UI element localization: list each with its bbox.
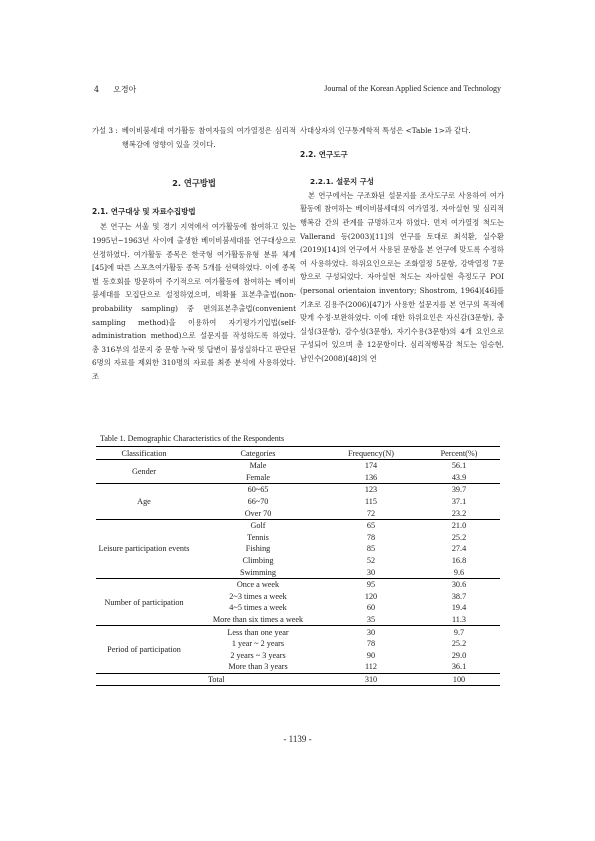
subsection-title: 2.1. 연구대상 및 자료수집방법 [92,206,196,216]
header-categories: Categories [192,447,324,460]
frequency-cell: 30 [324,566,418,578]
total-row [96,673,500,686]
hypothesis-text: 베이비붐세대 여가활동 참여자들의 여가열정은 심리적행복감에 영향이 있을 것이다. [121,126,296,149]
table-body [96,460,500,686]
frequency-cell: 136 [324,472,418,484]
frequency-cell: 123 [364,485,378,495]
percent-cell: 9.7 [453,627,465,637]
percent-cell: 36.1 [418,661,500,673]
table-row [96,460,500,472]
hypothesis-3 [92,124,296,151]
frequency-cell: 90 [366,650,376,660]
frequency-cell: 112 [324,661,418,673]
category-cell: Less than one year [227,627,289,637]
total-frequency: 310 [324,673,418,686]
percent-cell: 11.3 [418,614,500,626]
body-paragraph-continued: 사대상자의 인구통계학적 특성은 <Table 1>과 같다. [300,126,471,135]
table-row [96,578,500,590]
category-cell: Swimming [192,566,324,578]
frequency-cell: 52 [366,556,376,566]
percent-cell: 19.4 [451,603,467,613]
percent-cell: 37.1 [451,497,467,507]
category-cell: 66~70 [247,497,269,507]
percent-cell: 43.9 [418,472,500,484]
right-column [300,124,504,366]
frequency-cell: 78 [366,532,376,542]
group-label: Gender [96,460,192,484]
total-percent: 100 [418,673,500,686]
percent-cell: 16.8 [451,556,467,566]
percent-cell: 23.2 [418,507,500,519]
running-header-left [94,84,136,95]
category-cell: 4~5 times a week [229,603,287,613]
page-footer: - 1139 - [283,734,312,744]
category-cell: Female [192,472,324,484]
category-cell: Tennis [247,532,269,542]
category-cell: 60~65 [247,485,269,495]
header-frequency: Frequency(N) [324,447,418,460]
body-paragraph: 본 연구는 서울 및 경기 지역에서 여가활동에 참여하고 있는 1995년~1963년 사이에 출생한 베이비붐세대를 연구대상으로 선정하였다. 여가활동 종목은 한국형 여가활동유형 분류 체계[45]에 따른 스포츠여가활동 종목 5개를 선택하였다. 이에 종목별 동호회를 방문하여 주기적으로 여가활동에 참여하는 베이비붐세대를 모집단으로 설정하였으며, 비확률 표본추출법(non-probability sampling) 중 편의표본추출법(convenient sampling method)을 이용하여 자기평가기입법(self-administration method)으로 설문지를 작성하도록 하였다. 총 316부의 설문지 중 문항 누락 및 답변이 불성실하다고 판단된 6명의 자료를 제외한 310명의 자료를 최종 분석에 사용하였다. 조 [92,222,296,381]
frequency-cell: 95 [366,580,376,590]
percent-cell: 39.7 [451,485,467,495]
percent-cell: 38.7 [451,591,467,601]
frequency-cell: 115 [365,497,377,507]
group-label: Age [96,484,192,520]
group-label: Leisure participation events [96,519,192,578]
subsubsection-title: 2.2.1. 설문지 구성 [310,177,374,187]
percent-cell: 27.4 [451,544,467,554]
frequency-cell: 174 [364,461,378,471]
table-row [96,484,500,496]
total-label: Total [96,673,324,686]
frequency-cell: 78 [366,639,376,649]
section-title: 2. 연구방법 [172,178,216,189]
category-cell: Fishing [245,544,271,554]
percent-cell: 21.0 [451,521,467,531]
header-percent: Percent(%) [418,447,500,460]
category-cell: Once a week [236,580,280,590]
frequency-cell: 72 [324,507,418,519]
category-cell: More than 3 years [192,661,324,673]
category-cell: 2~3 times a week [229,591,287,601]
table-header-row [96,447,500,460]
frequency-cell: 120 [364,591,378,601]
group-label: Number of participation [96,578,192,625]
journal-title: Journal of the Korean Applied Science and Technology [324,84,501,93]
percent-cell: 30.6 [451,580,467,590]
table-caption: Table 1. Demographic Characteristics of the Respondents [100,434,285,443]
percent-cell: 29.0 [451,650,467,660]
subsection-title: 2.2. 연구도구 [300,149,348,159]
left-column [92,124,296,384]
demographics-table [96,446,500,686]
table-row [96,519,500,531]
category-cell: Climbing [242,556,274,566]
page-number: 4 [94,85,100,94]
frequency-cell: 65 [366,521,376,531]
category-cell: 2 years ~ 3 years [230,650,286,660]
percent-cell: 25.2 [451,639,467,649]
body-paragraph: 본 연구에서는 구조화된 설문지를 조사도구로 사용하여 여가활동에 참여하는 베이비붐세대의 여가열정, 자아실현 및 심리적행복감 간의 관계를 규명하고자 하였다. 먼저 여가열정 척도는 Vallerand 등(2003)[11]의 연구를 토대로 최석환, 실수환(2019)[14]의 연구에서 사용된 문항을 본 연구에 맞도록 수정하여 사용하였다. 하위요인으로는 조화열정 5문항, 강박열정 7문항으로 구성되었다. 자아실현 척도는 자아실현 측정도구 POI (personal orientaion inventory; Shostrom, 1964)[46]를 기초로 김용주(2006)[47]가 사용한 설문지를 본 연구의 목적에 맞게 수정·보완하였다. 이에 대한 하위요인은 자신감(3문항), 충실성(3문항), 감수성(3문항), 자기수용(3문항)의 4개 요인으로 구성되어 있으며 총 12문항이다. 심리적행복감 척도는 임승현, 남인수(2008)[48]의 연 [300,190,504,363]
category-cell: Male [249,461,267,471]
hypothesis-label: 가설 3 : [92,126,118,135]
header-classification: Classification [96,447,192,460]
table-row [96,626,500,638]
percent-cell: 56.1 [451,461,467,471]
category-cell: More than six times a week [192,614,324,626]
percent-cell: 9.6 [418,566,500,578]
frequency-cell: 35 [324,614,418,626]
percent-cell: 25.2 [451,532,467,542]
category-cell: Over 70 [192,507,324,519]
author-name: 오경아 [113,85,137,94]
category-cell: Golf [250,521,266,531]
frequency-cell: 30 [366,627,376,637]
group-label: Period of participation [96,626,192,673]
frequency-cell: 60 [366,603,376,613]
frequency-cell: 85 [366,544,376,554]
category-cell: 1 year ~ 2 years [231,639,285,649]
